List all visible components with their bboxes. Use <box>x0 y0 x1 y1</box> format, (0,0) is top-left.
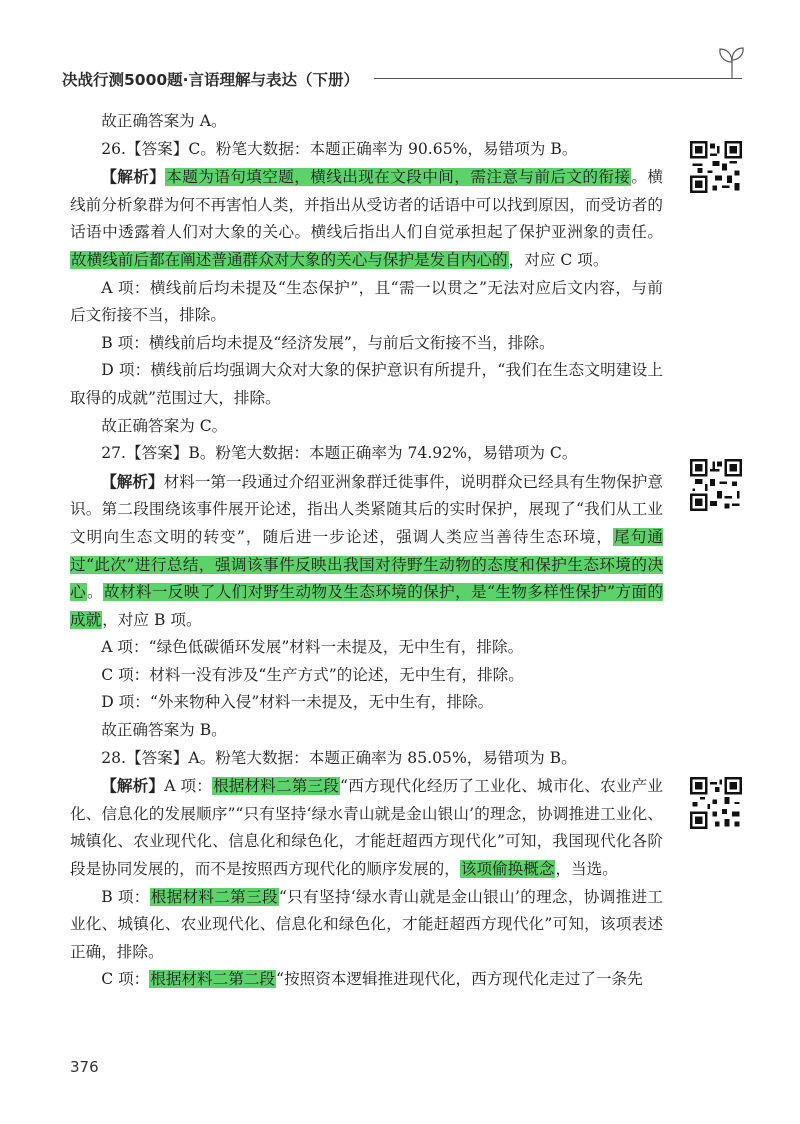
q28-option-c <box>70 966 663 994</box>
highlight: 尾句通过“此次”进行总结，强调该事件反映出我国对待野生动物的态度和保护生态环境的决心 <box>70 527 663 602</box>
q27-option-c: C 项：材料一没有涉及“生产方式”的论述，无中生有，排除。 <box>101 665 524 684</box>
highlight: 根据材料二第三段 <box>213 777 340 796</box>
analysis-label: 【解析】 <box>101 471 164 491</box>
q27-conclusion: 故正确答案为 B。 <box>101 721 227 740</box>
highlight: 故横线前后都在阐述普通群众对大象的关心与保护是发自内心的 <box>71 250 508 269</box>
page-number: 376 <box>70 1058 99 1076</box>
analysis-text: 。横线前分析象群为何不再害怕人类，并指出从受访者的话语中可以找到原因，而受访者的话语中透露着人们对大象的关心。横线后指出人们自觉承担起了保护亚洲象的责任。 <box>70 168 663 242</box>
analysis-text: “只有坚持‘绿水青山就是金山银山’的理念，协调推进工业化、城镇化、农业现代化、信息化和绿色化，才能赶超西方现代化”可知，该项表述正确，排除。 <box>70 887 663 961</box>
analysis-label: 【解析】 <box>101 776 165 796</box>
sprout-icon <box>712 40 752 80</box>
qr-code-icon[interactable] <box>690 459 742 511</box>
option-lead: A 项： <box>164 777 213 796</box>
option-lead: C 项： <box>101 970 150 989</box>
q27-analysis <box>70 468 663 635</box>
highlight: 故材料一反映了人们对野生动物及生态环境的保护，是“生物多样性保护”方面的成就 <box>70 583 663 629</box>
page-header <box>62 64 742 104</box>
highlight: 该项偷换概念 <box>460 860 555 879</box>
qr-code-icon[interactable] <box>690 141 742 193</box>
book-title: 决战行测5000题·言语理解与表达（下册） <box>62 71 360 89</box>
analysis-text: ，对应 C 项。 <box>508 250 609 269</box>
q27-option-a: A 项：“绿色低碳循环发展”材料一未提及，无中生有，排除。 <box>101 638 524 657</box>
analysis-text: “西方现代化经历了工业化、城市化、农业产业化、信息化的发展顺序”“只有坚持‘绿水青山就是金山银山’的理念，协调推进工业化、城镇化、农业现代化、信息化和绿色化，才能赶超西方现代化”可知，我国现代化各阶段是协同发展的，而不是按照西方现代化的顺序发展的， <box>70 777 663 879</box>
q28-answer: 28.【答案】A。粉笔大数据：本题正确率为 85.05%，易错项为 B。 <box>101 748 577 767</box>
q26-option-d: D 项：横线前后均强调大众对大象的保护意识有所提升，“我们在生态文明建设上取得的成就”范围过大，排除。 <box>70 361 663 407</box>
option-lead: B 项： <box>101 887 150 906</box>
page-content <box>70 108 663 994</box>
q26-option-b: B 项：横线前后均未提及“经济发展”，与前后文衔接不当，排除。 <box>101 333 555 352</box>
q28-option-b <box>70 884 663 967</box>
analysis-text: 。 <box>86 583 103 602</box>
q27-answer: 27.【答案】B。粉笔大数据：本题正确率为 74.92%，易错项为 C。 <box>101 444 578 463</box>
analysis-text: “按照资本逻辑推进现代化，西方现代化走过了一条先 <box>276 970 643 989</box>
header-rule <box>374 78 742 79</box>
q27-option-d: D 项：“外来物种入侵”材料一未提及，无中生有，排除。 <box>101 693 494 712</box>
analysis-text: ，当选。 <box>555 860 618 879</box>
analysis-text: 材料一第一段通过介绍亚洲象群迁徙事件，说明群众已经具有生物保护意识。第二段围绕该事件展开论述，指出人类紧随其后的实时保护，展现了“我们从工业文明向生态文明的转变”，随后进一步论述，强调人类应当善待生态环境， <box>70 472 663 546</box>
highlight: 根据材料二第三段 <box>150 887 278 906</box>
qr-code-icon[interactable] <box>690 777 742 829</box>
answer-line-a: 故正确答案为 A。 <box>101 112 227 130</box>
highlight: 本题为语句填空题，横线出现在文段中间，需注意与前后文的衔接 <box>166 168 631 187</box>
analysis-text: ，对应 B 项。 <box>102 610 202 629</box>
q26-answer: 26.【答案】C。粉笔大数据：本题正确率为 90.65%，易错项为 B。 <box>101 139 578 158</box>
q28-option-a <box>70 772 663 883</box>
q26-conclusion: 故正确答案为 C。 <box>101 416 228 435</box>
q26-analysis <box>70 163 663 274</box>
q26-option-a: A 项：横线前后均未提及“生态保护”，且“需一以贯之”无法对应后文内容，与前后文衔接不当，排除。 <box>70 278 663 325</box>
analysis-label: 【解析】 <box>101 167 166 187</box>
highlight: 根据材料二第二段 <box>150 970 276 989</box>
